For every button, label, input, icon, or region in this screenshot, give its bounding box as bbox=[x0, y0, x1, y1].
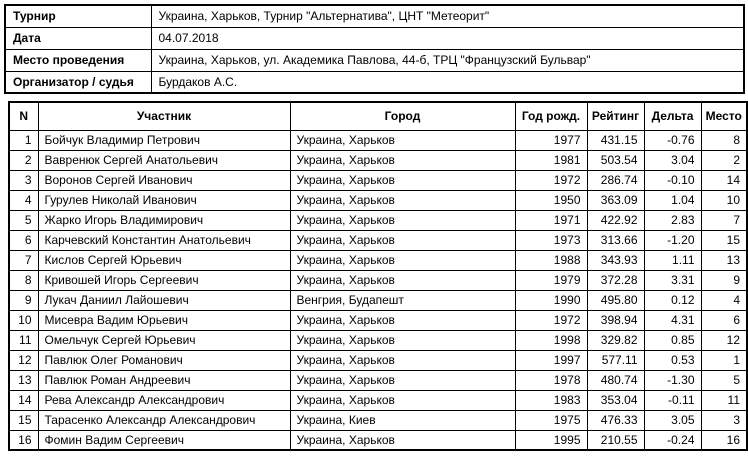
cell-place: 5 bbox=[701, 370, 747, 390]
cell-delta: 1.04 bbox=[644, 190, 701, 210]
cell-place: 6 bbox=[701, 310, 747, 330]
table-row bbox=[9, 190, 747, 210]
cell-rating: 372.28 bbox=[587, 270, 644, 290]
cell-participant: Мисевра Вадим Юрьевич bbox=[38, 310, 290, 330]
cell-n: 14 bbox=[9, 390, 38, 410]
cell-participant: Кривошей Игорь Сергеевич bbox=[38, 270, 290, 290]
cell-place: 13 bbox=[701, 250, 747, 270]
cell-birth-year: 1997 bbox=[515, 350, 587, 370]
table-row bbox=[9, 230, 747, 250]
cell-place: 2 bbox=[701, 150, 747, 170]
cell-rating: 398.94 bbox=[587, 310, 644, 330]
cell-birth-year: 1995 bbox=[515, 430, 587, 450]
cell-delta: -0.76 bbox=[644, 130, 701, 150]
cell-n: 15 bbox=[9, 410, 38, 430]
cell-n: 3 bbox=[9, 170, 38, 190]
cell-rating: 431.15 bbox=[587, 130, 644, 150]
cell-place: 7 bbox=[701, 210, 747, 230]
cell-n: 12 bbox=[9, 350, 38, 370]
cell-birth-year: 1983 bbox=[515, 390, 587, 410]
cell-birth-year: 1972 bbox=[515, 310, 587, 330]
cell-place: 1 bbox=[701, 350, 747, 370]
cell-rating: 343.93 bbox=[587, 250, 644, 270]
cell-participant: Павлюк Роман Андреевич bbox=[38, 370, 290, 390]
cell-rating: 329.82 bbox=[587, 330, 644, 350]
table-row bbox=[9, 290, 747, 310]
cell-birth-year: 1973 bbox=[515, 230, 587, 250]
cell-participant: Карчевский Константин Анатольевич bbox=[38, 230, 290, 250]
cell-city: Украина, Харьков bbox=[290, 190, 515, 210]
cell-participant: Рева Александр Александрович bbox=[38, 390, 290, 410]
cell-rating: 476.33 bbox=[587, 410, 644, 430]
cell-rating: 480.74 bbox=[587, 370, 644, 390]
info-value-organizer: Бурдаков А.С. bbox=[151, 71, 744, 93]
cell-delta: 3.31 bbox=[644, 270, 701, 290]
cell-delta: 0.53 bbox=[644, 350, 701, 370]
cell-place: 3 bbox=[701, 410, 747, 430]
cell-delta: 3.04 bbox=[644, 150, 701, 170]
cell-participant: Фомин Вадим Сергеевич bbox=[38, 430, 290, 450]
column-header-city: Город bbox=[290, 102, 515, 130]
cell-birth-year: 1972 bbox=[515, 170, 587, 190]
cell-delta: 0.85 bbox=[644, 330, 701, 350]
cell-rating: 286.74 bbox=[587, 170, 644, 190]
cell-n: 2 bbox=[9, 150, 38, 170]
cell-place: 12 bbox=[701, 330, 747, 350]
cell-delta: 4.31 bbox=[644, 310, 701, 330]
cell-delta: -0.24 bbox=[644, 430, 701, 450]
cell-participant: Павлюк Олег Романович bbox=[38, 350, 290, 370]
info-label-tournament: Турнир bbox=[5, 5, 151, 27]
cell-place: 10 bbox=[701, 190, 747, 210]
table-row bbox=[9, 390, 747, 410]
cell-place: 11 bbox=[701, 390, 747, 410]
column-header-place: Место bbox=[701, 102, 747, 130]
cell-participant: Тарасенко Александр Александрович bbox=[38, 410, 290, 430]
cell-city: Венгрия, Будапешт bbox=[290, 290, 515, 310]
cell-city: Украина, Харьков bbox=[290, 330, 515, 350]
cell-city: Украина, Харьков bbox=[290, 430, 515, 450]
table-row bbox=[9, 210, 747, 230]
cell-place: 8 bbox=[701, 130, 747, 150]
cell-delta: -1.20 bbox=[644, 230, 701, 250]
table-row bbox=[9, 270, 747, 290]
cell-participant: Бойчук Владимир Петрович bbox=[38, 130, 290, 150]
info-row-date bbox=[5, 27, 744, 49]
cell-n: 11 bbox=[9, 330, 38, 350]
cell-city: Украина, Харьков bbox=[290, 310, 515, 330]
results-body bbox=[9, 130, 747, 450]
cell-n: 1 bbox=[9, 130, 38, 150]
column-header-delta: Дельта bbox=[644, 102, 701, 130]
cell-place: 4 bbox=[701, 290, 747, 310]
cell-rating: 503.54 bbox=[587, 150, 644, 170]
cell-city: Украина, Харьков bbox=[290, 350, 515, 370]
cell-rating: 363.09 bbox=[587, 190, 644, 210]
column-header-birth-year: Год рожд. bbox=[515, 102, 587, 130]
cell-birth-year: 1950 bbox=[515, 190, 587, 210]
table-row bbox=[9, 130, 747, 150]
cell-birth-year: 1981 bbox=[515, 150, 587, 170]
cell-n: 4 bbox=[9, 190, 38, 210]
cell-delta: 1.11 bbox=[644, 250, 701, 270]
cell-birth-year: 1971 bbox=[515, 210, 587, 230]
column-header-rating: Рейтинг bbox=[587, 102, 644, 130]
cell-n: 13 bbox=[9, 370, 38, 390]
cell-city: Украина, Харьков bbox=[290, 150, 515, 170]
table-row bbox=[9, 410, 747, 430]
cell-participant: Вавренюк Сергей Анатольевич bbox=[38, 150, 290, 170]
cell-n: 9 bbox=[9, 290, 38, 310]
cell-city: Украина, Харьков bbox=[290, 170, 515, 190]
table-row bbox=[9, 370, 747, 390]
tournament-info-table bbox=[4, 4, 745, 94]
cell-rating: 577.11 bbox=[587, 350, 644, 370]
cell-birth-year: 1990 bbox=[515, 290, 587, 310]
column-header-n: N bbox=[9, 102, 38, 130]
cell-delta: -0.11 bbox=[644, 390, 701, 410]
results-header-row bbox=[9, 102, 747, 130]
info-value-tournament: Украина, Харьков, Турнир "Альтернатива", ЦНТ "Метеорит" bbox=[151, 5, 744, 27]
cell-city: Украина, Харьков bbox=[290, 250, 515, 270]
cell-participant: Лукач Даниил Лайошевич bbox=[38, 290, 290, 310]
cell-city: Украина, Харьков bbox=[290, 230, 515, 250]
cell-n: 8 bbox=[9, 270, 38, 290]
cell-delta: 3.05 bbox=[644, 410, 701, 430]
cell-city: Украина, Харьков bbox=[290, 210, 515, 230]
cell-place: 16 bbox=[701, 430, 747, 450]
cell-n: 10 bbox=[9, 310, 38, 330]
cell-participant: Гурулев Николай Иванович bbox=[38, 190, 290, 210]
cell-delta: -1.30 bbox=[644, 370, 701, 390]
cell-delta: 0.12 bbox=[644, 290, 701, 310]
info-label-date: Дата bbox=[5, 27, 151, 49]
column-header-participant: Участник bbox=[38, 102, 290, 130]
info-row-tournament bbox=[5, 5, 744, 27]
table-row bbox=[9, 350, 747, 370]
cell-rating: 422.92 bbox=[587, 210, 644, 230]
cell-rating: 495.80 bbox=[587, 290, 644, 310]
cell-place: 15 bbox=[701, 230, 747, 250]
cell-city: Украина, Харьков bbox=[290, 130, 515, 150]
cell-n: 6 bbox=[9, 230, 38, 250]
info-label-organizer: Организатор / судья bbox=[5, 71, 151, 93]
info-value-date: 04.07.2018 bbox=[151, 27, 744, 49]
cell-rating: 313.66 bbox=[587, 230, 644, 250]
cell-n: 7 bbox=[9, 250, 38, 270]
cell-birth-year: 1988 bbox=[515, 250, 587, 270]
cell-rating: 210.55 bbox=[587, 430, 644, 450]
cell-birth-year: 1977 bbox=[515, 130, 587, 150]
cell-delta: 2.83 bbox=[644, 210, 701, 230]
info-value-venue: Украина, Харьков, ул. Академика Павлова, 44-б, ТРЦ "Французский Бульвар" bbox=[151, 49, 744, 71]
info-label-venue: Место проведения bbox=[5, 49, 151, 71]
cell-city: Украина, Харьков bbox=[290, 390, 515, 410]
cell-place: 14 bbox=[701, 170, 747, 190]
cell-participant: Жарко Игорь Владимирович bbox=[38, 210, 290, 230]
info-row-organizer bbox=[5, 71, 744, 93]
cell-birth-year: 1998 bbox=[515, 330, 587, 350]
cell-delta: -0.10 bbox=[644, 170, 701, 190]
table-row bbox=[9, 430, 747, 450]
cell-place: 9 bbox=[701, 270, 747, 290]
table-row bbox=[9, 150, 747, 170]
cell-rating: 353.04 bbox=[587, 390, 644, 410]
cell-city: Украина, Киев bbox=[290, 410, 515, 430]
table-row bbox=[9, 330, 747, 350]
cell-city: Украина, Харьков bbox=[290, 370, 515, 390]
table-row bbox=[9, 250, 747, 270]
info-row-venue bbox=[5, 49, 744, 71]
cell-birth-year: 1979 bbox=[515, 270, 587, 290]
results-table bbox=[8, 101, 748, 451]
cell-birth-year: 1975 bbox=[515, 410, 587, 430]
cell-participant: Воронов Сергей Иванович bbox=[38, 170, 290, 190]
table-row bbox=[9, 310, 747, 330]
cell-n: 16 bbox=[9, 430, 38, 450]
cell-participant: Омельчук Сергей Юрьевич bbox=[38, 330, 290, 350]
cell-city: Украина, Харьков bbox=[290, 270, 515, 290]
table-row bbox=[9, 170, 747, 190]
cell-participant: Кислов Сергей Юрьевич bbox=[38, 250, 290, 270]
cell-n: 5 bbox=[9, 210, 38, 230]
cell-birth-year: 1978 bbox=[515, 370, 587, 390]
